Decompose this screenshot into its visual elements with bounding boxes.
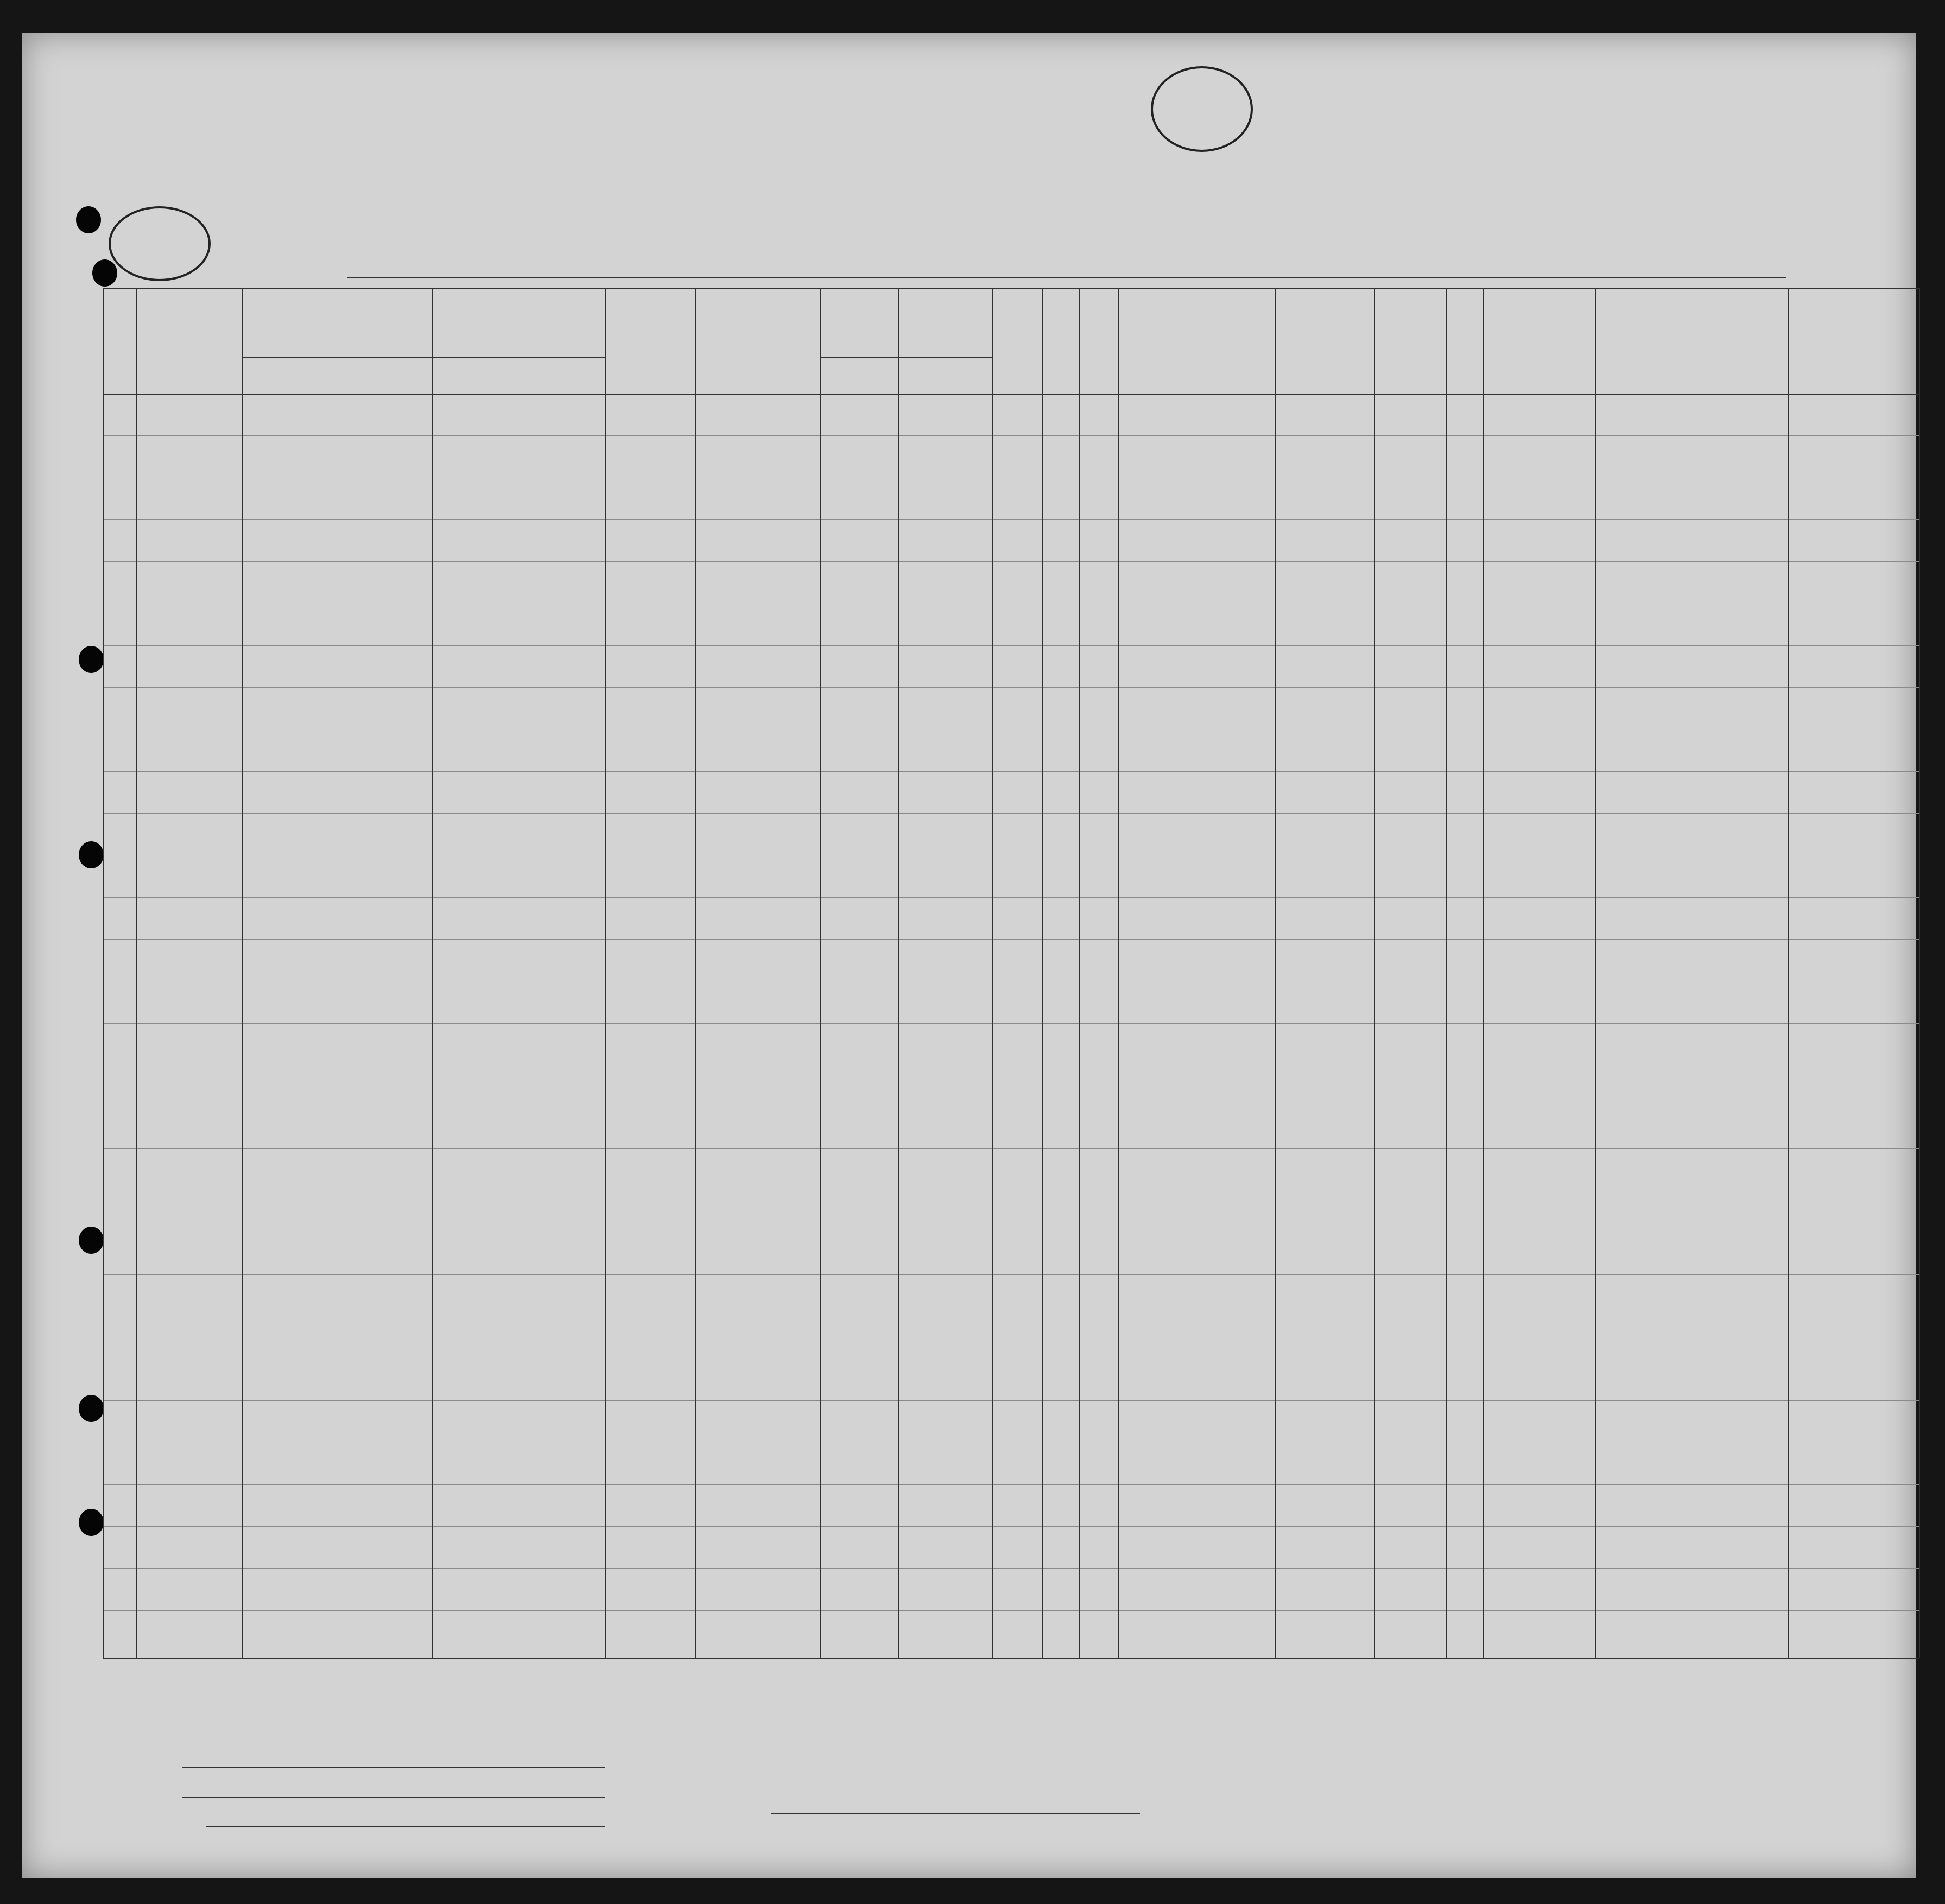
column-rule xyxy=(1446,288,1447,1658)
us-vessel-mark xyxy=(109,206,211,281)
row-rule xyxy=(103,1274,1919,1275)
column-rule xyxy=(1788,288,1789,1658)
row-rule xyxy=(103,939,1919,940)
name-subheader-rule xyxy=(242,357,605,358)
punch-hole xyxy=(79,1227,104,1254)
vessel-underline xyxy=(347,277,1786,278)
vessel-line xyxy=(250,256,509,276)
punch-hole xyxy=(76,206,101,233)
sheet-number xyxy=(1699,80,1715,98)
family-given-rule xyxy=(432,357,433,1658)
column-rule xyxy=(242,288,243,1658)
column-rule xyxy=(1595,288,1596,1658)
row-rule xyxy=(103,1610,1919,1611)
table-bottom-rule xyxy=(103,1658,1919,1659)
row-rule xyxy=(103,771,1919,772)
row-rule xyxy=(103,561,1919,562)
column-rule xyxy=(1079,288,1080,1658)
when-where-rule xyxy=(898,357,899,1658)
row-rule xyxy=(103,519,1919,520)
row-rule xyxy=(103,1484,1919,1485)
row-rule xyxy=(103,1148,1919,1149)
punch-hole xyxy=(79,1395,104,1422)
agents-rule xyxy=(206,1826,605,1827)
row-rule xyxy=(103,435,1919,436)
line-rule xyxy=(182,1767,605,1768)
punch-hole xyxy=(79,1509,104,1536)
column-rule xyxy=(1374,288,1375,1658)
manifest-sheet xyxy=(22,33,1916,1878)
table-top-rule xyxy=(103,288,1919,289)
column-rule xyxy=(1042,288,1043,1658)
column-rule xyxy=(1275,288,1276,1658)
column-rule xyxy=(820,288,821,1658)
row-rule xyxy=(103,813,1919,814)
row-rule xyxy=(103,897,1919,898)
column-rule xyxy=(1483,288,1484,1658)
punch-hole xyxy=(79,841,104,868)
row-rule xyxy=(103,645,1919,646)
owners-rule xyxy=(182,1797,605,1798)
row-rule xyxy=(103,687,1919,688)
punch-hole xyxy=(79,646,104,673)
row-rule xyxy=(103,1568,1919,1569)
punch-hole xyxy=(92,259,117,287)
column-rule xyxy=(103,288,104,1658)
shipped-subheader-rule xyxy=(820,357,992,358)
column-rule xyxy=(1118,288,1119,1658)
inspector-rule xyxy=(771,1813,1140,1814)
page-title xyxy=(391,90,1667,121)
column-rule xyxy=(695,288,696,1658)
us-circle-mark xyxy=(1151,66,1253,152)
column-rule xyxy=(992,288,993,1658)
column-rule xyxy=(1919,288,1920,1658)
column-rule xyxy=(136,288,137,1658)
row-rule xyxy=(103,1526,1919,1527)
column-rule xyxy=(605,288,606,1658)
row-rule xyxy=(103,1023,1919,1024)
table-header-rule xyxy=(103,394,1919,395)
row-rule xyxy=(103,1400,1919,1401)
